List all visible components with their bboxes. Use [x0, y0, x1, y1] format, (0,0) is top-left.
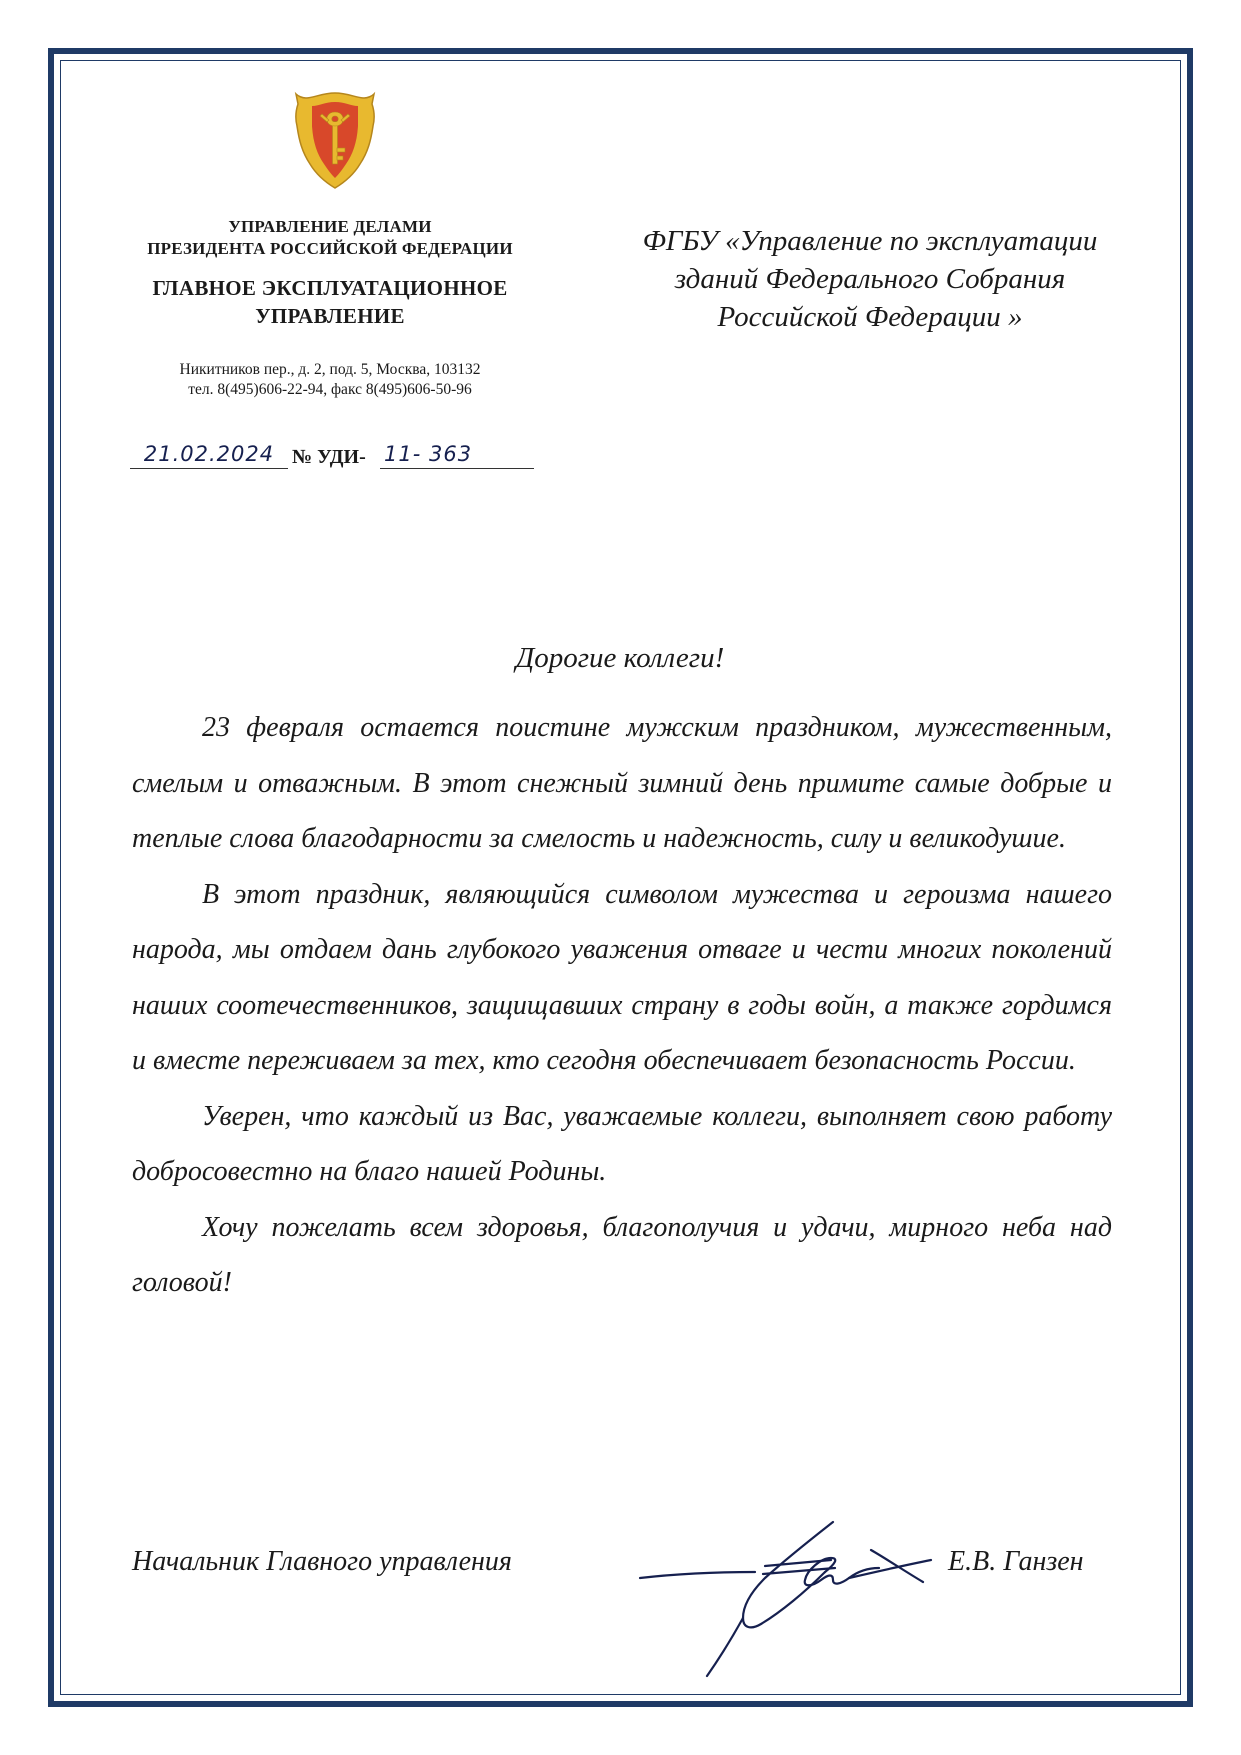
registration-number-label: № УДИ- [292, 446, 366, 468]
org-contacts: тел. 8(495)606-22-94, факс 8(495)606-50-96 [188, 381, 472, 398]
letter-paragraph-2: В этот праздник, являющийся символом мужества и героизма нашего народа, мы отдаем дань глубокого уважения отваге и чести многих поколений наших соотечественников, защищавших страну в годы войн, а также гордимся и вместе переживаем за тех, кто сегодня обеспечивает безопасность России. [132, 878, 1112, 1076]
registration-date: 21.02.2024 [130, 440, 288, 469]
registration-line [130, 440, 530, 470]
org-address: Никитников пер., д. 2, под. 5, Москва, 103132 [179, 361, 481, 378]
letter-body [132, 700, 1112, 1311]
org-parent-line2: ПРЕЗИДЕНТА РОССИЙСКОЙ ФЕДЕРАЦИИ [147, 239, 513, 258]
addressee-line1: ФГБУ «Управление по эксплуатации [642, 225, 1098, 257]
emblem-shield-icon [292, 90, 378, 190]
signatory-name: Е.В. Ганзен [948, 1546, 1084, 1577]
org-main-line1: ГЛАВНОЕ ЭКСПЛУАТАЦИОННОЕ [152, 276, 508, 300]
addressee-line2: зданий Федерального Собрания [674, 263, 1066, 295]
letter-greeting: Дорогие коллеги! [515, 642, 725, 674]
org-main [130, 274, 530, 330]
handwritten-signature [635, 1510, 935, 1680]
addressee-block [600, 222, 1140, 336]
addressee-line3: Российской Федерации » [717, 301, 1023, 333]
org-parent [130, 216, 530, 260]
signatory-title: Начальник Главного управления [132, 1546, 512, 1577]
letter-paragraph-4: Хочу пожелать всем здоровья, благополучия и удачи, мирного неба над головой! [132, 1211, 1112, 1298]
org-parent-line1: УПРАВЛЕНИЕ ДЕЛАМИ [228, 217, 432, 236]
letterhead-block [130, 216, 530, 400]
letter-paragraph-1: 23 февраля остается поистине мужским праздником, мужественным, смелым и отважным. В этот снежный зимний день примите самые добрые и теплые слова благодарности за смелость и надежность, силу и великодушие. [132, 712, 1112, 854]
letter-paragraph-3: Уверен, что каждый из Вас, уважаемые коллеги, выполняет свою работу добросовестно на благо нашей Родины. [132, 1100, 1112, 1187]
org-address-block [130, 360, 530, 400]
registration-number-value: 11- 363 [380, 440, 534, 469]
org-main-line2: УПРАВЛЕНИЕ [255, 304, 405, 328]
